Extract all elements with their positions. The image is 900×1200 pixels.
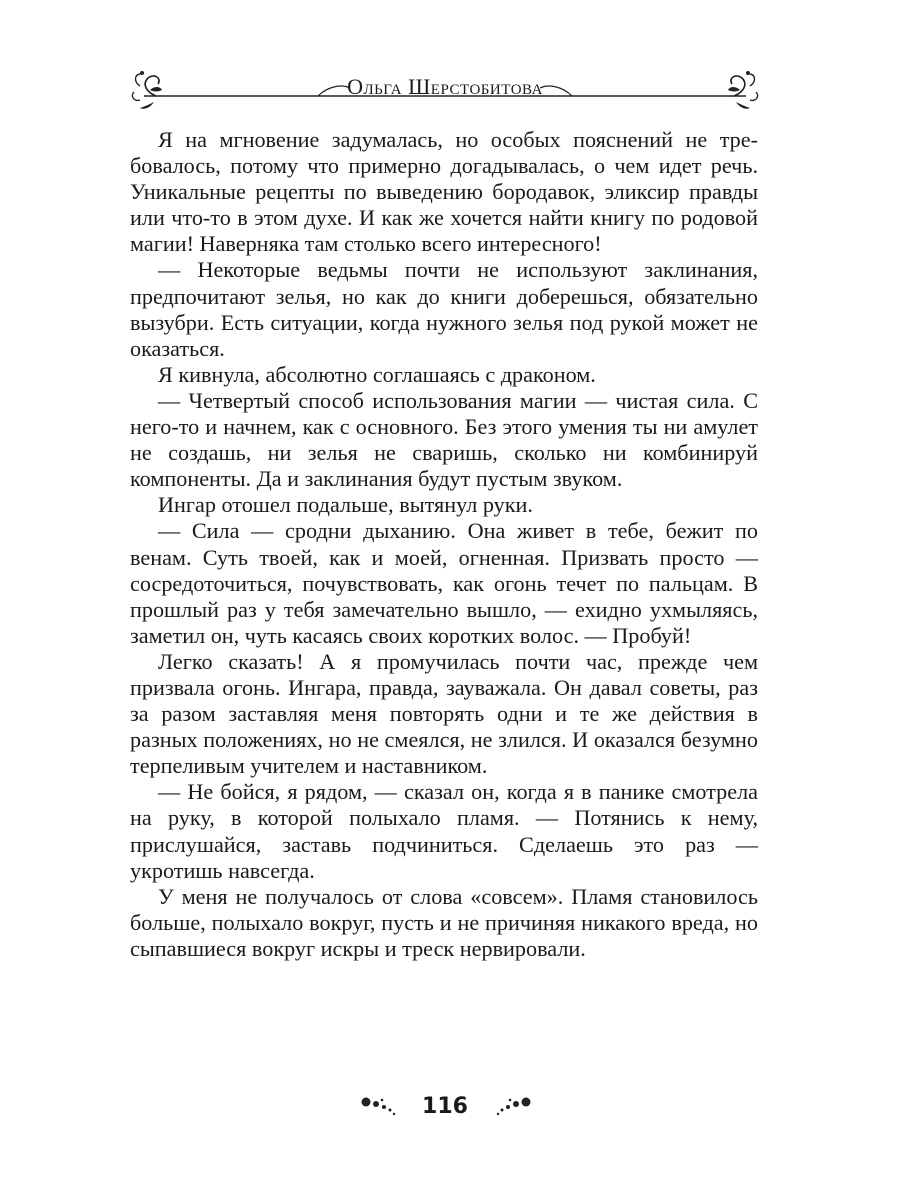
paragraph: — Четвертый способ использования магии — чистая сила. С него-то и начнем, как с основного. Без этого умения ты ни амулет не создашь, ни зелья не сваришь, сколько ни комбинируй компоненты. Да и заклинания будут пустым звуком. bbox=[130, 387, 758, 492]
page-number: 116 bbox=[422, 1094, 468, 1119]
paragraph: — Не бойся, я рядом, — сказал он, когда я в панике смотрела на руку, в которой полыхало пламя. — Потянись к нему, прислушайся, заставь подчиниться. Сделаешь это раз — укротишь навсегда. bbox=[130, 779, 758, 883]
paragraph: Я на мгновение задумалась, но особых пояснений не требовалось, потому что примерно догадывалась, о чем идет речь. Уникальные рецепты по выведению бородавок, эликсир правды или что-то в этом духе. И как же хочется найти книгу по родовой магии! Наверняка там столько всего интересного! bbox=[130, 127, 758, 257]
page-body bbox=[130, 127, 758, 962]
page-footer bbox=[360, 1090, 530, 1130]
paragraph: — Некоторые ведьмы почти не используют заклинания, предпочитают зелья, но как до книги доберешься, обязательно вызубри. Есть ситуации, когда нужного зелья под рукой может не оказаться. bbox=[130, 257, 758, 361]
paragraph: Легко сказать! А я промучилась почти час, прежде чем призвала огонь. Ингара, правда, зауважала. Он давал советы, раз за разом заставляя меня повторять одни и те же действия в разных положениях, но не смеялся, не злился. И оказался безумно терпеливым учителем и наставником. bbox=[130, 648, 758, 779]
paragraph: У меня не получалось от слова «совсем». Пламя становилось больше, полыхало вокруг, пусть и не причиняя никакого вреда, но сыпавшиеся вокруг искры и треск нервировали. bbox=[130, 883, 758, 961]
paragraph: Я кивнула, абсолютно соглашаясь с драконом. bbox=[158, 361, 596, 387]
footer-dots-right-icon bbox=[482, 1090, 532, 1120]
paragraph: Ингар отошел подальше, вытянул руки. bbox=[158, 492, 533, 518]
paragraph: — Сила — сродни дыханию. Она живет в тебе, бежит по венам. Суть твоей, как и моей, огненная. Призвать просто — сосредоточиться, почувствовать, как огонь течет по пальцам. В прошлый раз у тебя замечательно вышло, — ехидно ухмыляясь, заметил он, чуть касаясь своих коротких волос. — Пробуй! bbox=[130, 518, 758, 648]
running-header bbox=[128, 62, 762, 122]
book-author: Ольга Шерстобитова bbox=[347, 74, 543, 99]
